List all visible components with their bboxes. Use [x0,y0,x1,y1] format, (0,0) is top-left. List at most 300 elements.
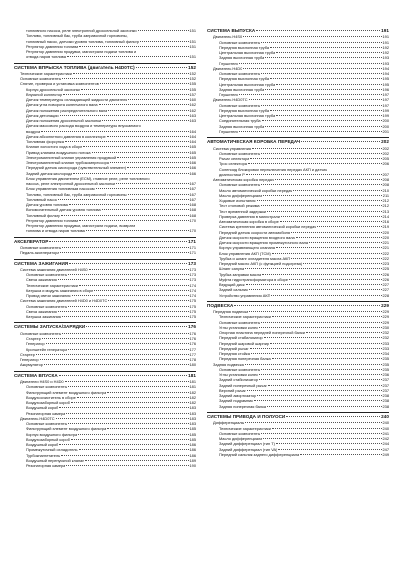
leader-dots [262,120,382,121]
entry-page-number: 174 [189,287,196,293]
leader-dots [66,413,188,414]
toc-entry [14,54,196,59]
entry-page-number: 229 [382,319,389,325]
entry-page-number: 230 [382,324,389,330]
entry-page-number: 208 [382,182,389,188]
leader-dots [78,434,188,435]
leader-dots [49,241,187,242]
leader-dots [62,316,189,317]
entry-page-number: 165 [189,149,196,155]
entry-title: Датчик массового расхода воздуха и температуры впускаемого [26,123,141,129]
entry-page-number: 219 [382,224,389,230]
leader-dots [79,285,189,286]
leader-dots [276,115,381,116]
entry-page-number: 175 [189,298,196,304]
leader-dots [249,311,381,312]
entry-title: Регулятор давления продувки, магистрали подачи, возврата [26,223,136,229]
entry-page-number: 175 [189,308,196,314]
leader-dots [117,157,188,158]
entry-title: Углы установки колес [219,372,259,378]
leader-dots [68,274,188,275]
entry-title: Стартер [20,351,35,357]
entry-title: Передняя выхлопная труба [219,107,270,113]
entry-title: Регулятор давления топлива [26,43,79,49]
leader-dots [128,99,188,100]
entry-page-number: 181 [189,379,196,385]
leader-dots [249,289,382,290]
entry-page-number: 166 [189,165,196,171]
leader-dots [94,290,188,291]
leader-dots [136,67,188,68]
leader-dots [248,163,382,164]
leader-dots [72,295,189,296]
leader-dots [245,364,382,365]
entry-page-number: 200 [382,123,389,129]
entry-page-number: 244 [382,441,389,447]
leader-dots [239,131,381,132]
entry-title: Задний амортизатор [219,393,257,399]
entry-page-number: 160 [189,97,196,103]
entry-title: Привод клапана воздушного потока [26,149,91,155]
entry-page-number: 186 [189,452,196,458]
entry-title: Воздухозаборный короб [26,436,70,442]
entry-title: воздуха [26,128,41,134]
leader-dots [259,379,382,380]
entry-page-number: 191 [382,34,389,40]
entry-page-number: 227 [382,282,389,288]
entry-title: Передняя подвеска [213,309,249,315]
entry-page-number: 237 [382,377,389,383]
leader-dots [259,374,381,375]
entry-title: Основные компоненты [219,366,261,372]
entry-page-number: 186 [189,442,196,448]
entry-title: Автоматическая коробка передач [213,177,274,183]
entry-title: Двигатель H4D0TC [20,415,55,421]
entry-title: Фильтрующий элемент воздушного фильтра [26,389,107,395]
entry-title: Дифференциалы [213,420,245,426]
leader-dots [36,354,189,355]
entry-title: Задний дифференциал (тип T) [219,441,275,447]
entry-page-number: 164 [189,133,196,139]
section-heading [207,412,389,420]
leader-dots [41,131,188,132]
leader-dots [289,279,382,280]
entry-page-number: 232 [382,335,389,341]
toc-entry [207,293,389,298]
entry-title: Передняя стойка [219,351,250,357]
entry-page-number: 237 [382,387,389,393]
entry-page-number: 168 [189,212,196,218]
entry-title: Генератор [20,357,39,363]
entry-page-number: 162 [189,107,196,113]
entry-title: Впускной коллектор [26,91,63,97]
entry-page-number: 171 [189,245,196,251]
entry-title: Центральная выхлопная труба [219,81,276,87]
entry-page-number: 194 [382,71,389,77]
leader-dots [261,42,381,43]
entry-title: Система крепления автоматической коробки передач [219,224,317,230]
leader-dots [99,104,189,105]
section-title: АВТОМАТИЧЕСКАЯ КОРОБКА ПЕРЕДАЧ [207,139,301,145]
leader-dots [272,358,382,359]
entry-page-number: 235 [382,361,389,367]
entry-page-number: 183 [189,405,196,411]
leader-dots [102,120,188,121]
entry-page-number: 233 [382,345,389,351]
entry-page-number: 192 [382,44,389,50]
leader-dots [300,454,381,455]
leader-dots [281,216,382,217]
leader-dots [79,449,189,450]
entry-page-number: 167 [189,186,196,192]
entry-page-number: 197 [382,102,389,108]
leader-dots [286,416,380,417]
leader-dots [239,94,381,95]
leader-dots [69,263,187,264]
leader-dots [291,258,381,259]
entry-page-number: 237 [382,382,389,388]
entry-title: Топливо, топливный бак, труба заправочной горловины [26,191,127,197]
leader-dots [264,337,382,338]
entry-title: Основные компоненты [219,150,261,156]
entry-title: Основные компоненты [20,330,62,336]
leader-dots [71,439,189,440]
leader-dots [280,221,382,222]
entry-page-number: 194 [382,65,389,71]
entry-title: Передний стабилизатор [219,335,263,341]
leader-dots [127,167,188,168]
entry-page-number: 208 [382,177,389,183]
leader-dots [270,78,381,79]
entry-title: Кронштейн генератора [26,346,68,352]
leader-dots [83,146,188,147]
leader-dots [66,465,188,466]
section-title: СИСТЕМА ВЫПУСКА [207,28,256,33]
leader-dots [276,247,382,248]
entry-page-number: 174 [189,282,196,288]
entry-title: Датчик положения дроссельной заслонки [26,118,102,124]
entry-title: Топливный фильтр [26,212,61,218]
entry-title: Шланг сапуна [219,266,245,272]
entry-page-number: 186 [189,447,196,453]
leader-dots [44,364,189,365]
entry-title: насоса, реле электронной дроссельной заслонки [26,181,116,187]
leader-dots [40,359,189,360]
leader-dots [140,41,188,42]
entry-title: Основные компоненты [219,319,261,325]
entry-page-number: 177 [189,351,196,357]
entry-title: Устройство управления АКП [219,292,271,298]
entry-page-number: 185 [189,431,196,437]
leader-dots [261,105,381,106]
leader-dots [257,395,381,396]
leader-dots [271,295,381,296]
entry-title: топливного насоса, реле электронной дроссельной заслонки [26,28,137,33]
toc-section [207,412,389,457]
toc-section [14,28,196,60]
entry-title: Масло дифференциала [219,436,263,442]
entry-page-number: 176 [189,330,196,336]
entry-page-number: 173 [189,266,196,272]
toc-section [207,28,389,134]
entry-page-number: 176 [189,341,196,347]
leader-dots [257,200,382,201]
leader-dots [60,252,188,253]
entry-page-number: 166 [189,160,196,166]
entry-page-number: 164 [189,139,196,145]
entry-page-number: 183 [189,410,196,416]
leader-dots [261,205,382,206]
entry-page-number: 170 [189,217,196,223]
entry-title: Резонаторная камера [26,410,66,416]
section-heading [207,301,389,309]
toc-section [207,301,389,409]
entry-page-number: 241 [382,430,389,436]
entry-page-number: 223 [382,261,389,267]
entry-title: Задний подрамник [219,398,253,404]
entry-title: Система зажигания двигателей H4D0 и H4D0TC [20,298,108,304]
entry-page-number: 182 [189,394,196,400]
leader-dots [89,269,189,270]
entry-page-number: 207 [382,171,389,177]
toc-entry [14,250,196,255]
entry-page-number: 163 [189,118,196,124]
entry-page-number: 220 [382,229,389,235]
leader-dots [73,173,188,174]
leader-dots [249,99,382,100]
entry-title: Тест временной задержки [219,208,267,214]
leader-dots [92,152,189,153]
entry-title: Задний поперечный рычаг [219,382,267,388]
leader-dots [96,188,189,189]
entry-title: Углы установки колес [219,324,259,330]
leader-dots [270,47,381,48]
entry-page-number: 222 [382,250,389,256]
leader-dots [262,274,381,275]
entry-title: Свеча зажигания [26,308,57,314]
right-column [207,28,389,459]
leader-dots [247,390,382,391]
leader-dots [250,158,381,159]
entry-page-number: 190 [189,463,196,469]
entry-page-number: 166 [189,170,196,176]
entry-page-number: 242 [382,436,389,442]
entry-page-number: 155 [189,81,196,87]
leader-dots [296,237,382,238]
entry-page-number: 214 [382,213,389,219]
section-title: СИСТЕМЫ ЗАПУСКА/ЗАРЯДКИ [14,324,86,330]
entry-page-number: 225 [382,266,389,272]
entry-title: Топливный насос [26,196,58,202]
entry-title: Свеча зажигания [26,277,57,283]
leader-dots [243,68,381,69]
entry-title: Фильтрующий элемент воздушного фильтра [26,426,107,432]
entry-title: Воздухоочиститель в сборе [26,394,76,400]
entry-page-number: 193 [382,60,389,66]
entry-page-number: 168 [189,207,196,213]
leader-dots [291,232,382,233]
left-column [14,28,196,470]
leader-dots [60,115,189,116]
entry-page-number: 200 [382,118,389,124]
entry-title: Передний датчик скорости автомобиля [219,229,290,235]
section-page-number: 229 [381,302,389,308]
leader-dots [107,392,188,393]
entry-title: Датчик уровня топлива [26,202,68,208]
leader-dots [293,190,381,191]
entry-title: Электромагнитный клапан управления продувкой [26,154,117,160]
entry-page-number: 178 [189,357,196,363]
leader-dots [276,443,382,444]
entry-page-number: 168 [189,202,196,208]
entry-page-number: 151 [189,28,196,33]
entry-title: Воздушный перепускной клапан [26,457,85,463]
leader-dots [69,204,189,205]
entry-page-number: 226 [382,271,389,277]
entry-page-number: 171 [189,250,196,256]
entry-page-number: 247 [382,446,389,452]
entry-title: Ведущий диск [219,282,245,288]
entry-title: Задняя выхлопная труба [219,86,265,92]
section-page-number: 176 [188,324,196,330]
leader-dots [267,211,381,212]
entry-page-number: 206 [382,161,389,167]
entry-title: отвода паров топлива [26,54,66,60]
section-page-number: 191 [381,28,389,33]
entry-title: Передний шаровой шарнир [219,340,270,346]
toc-entry [207,404,389,409]
entry-title: Задняя подвеска [213,361,244,367]
entry-title: Датчик детонации [26,112,59,118]
leader-dots [261,322,381,323]
toc-section [14,322,196,367]
entry-title: Передняя выхлопная труба [219,44,270,50]
leader-dots [67,56,189,57]
entry-title: Вспомогательный датчик уровня топлива [26,207,101,213]
leader-dots [259,327,381,328]
leader-dots [46,343,189,344]
entry-page-number: 222 [382,255,389,261]
entry-title: Регулятор давления топлива [26,217,79,223]
leader-dots [270,343,381,344]
leader-dots [107,428,188,429]
section-page-number: 240 [381,413,389,419]
entry-page-number: 155 [189,86,196,92]
section-title: АКСЕЛЕРАТОР [14,238,49,244]
entry-title: Турбокнагнетатель [26,452,61,458]
entry-page-number: 151 [189,54,196,60]
entry-title: Масло дифференциала [219,192,263,198]
entry-page-number: 165 [189,154,196,160]
entry-title: Основные компоненты [219,182,261,188]
entry-title: Задний сальник [219,287,248,293]
entry-title: Технические характеристики [20,70,72,76]
leader-dots [62,333,188,334]
entry-title: Воздушный короб [26,442,59,448]
leader-dots [256,30,380,31]
entry-page-number: 164 [189,128,196,134]
section-heading [14,259,196,267]
entry-page-number: 170 [189,228,196,234]
leader-dots [107,136,189,137]
leader-dots [278,449,381,450]
entry-title: Технические характеристики [219,425,271,431]
leader-dots [58,279,189,280]
entry-title: Катушка зажигания [26,314,61,320]
section-page-number: 173 [188,260,196,266]
section-page-number: 171 [188,238,196,244]
entry-title: Система управления [213,145,251,151]
entry-title: Снятие, проверка и установка компонентов [20,81,99,87]
entry-title: Датчик скорости вращения входного вала [219,234,295,240]
leader-dots [110,162,189,163]
entry-title: Педаль акселератора [20,250,60,256]
leader-dots [252,148,382,149]
entry-title: Передний масло АКП (с функцией подогрева) [219,261,303,267]
leader-dots [61,215,188,216]
entry-page-number: 205 [382,156,389,162]
leader-dots [261,73,381,74]
entry-page-number: 167 [189,191,196,197]
leader-dots [71,402,189,403]
entry-page-number: 152 [189,70,196,76]
leader-dots [303,263,381,264]
entry-title: Задняя выхлопная труба [219,123,265,129]
toc-section [14,371,196,469]
entry-page-number: 197 [382,97,389,103]
entry-page-number: 229 [382,314,389,320]
entry-title: Стартер [26,336,41,342]
leader-dots [68,349,188,350]
leader-dots [251,353,382,354]
section-title: ПОДВЕСКА [207,302,234,308]
leader-dots [116,183,188,184]
entry-title: диагностики P [219,171,245,177]
entry-page-number: 173 [189,272,196,278]
entry-page-number: 182 [189,389,196,395]
leader-dots [73,73,189,74]
section-title: СИСТЕМЫ ПРИВОДА И ПОЛУОСИ [207,413,286,419]
leader-dots [59,375,187,376]
leader-dots [267,406,381,407]
entry-page-number: 165 [189,144,196,150]
leader-dots [265,89,381,90]
entry-page-number: 197 [382,92,389,98]
entry-page-number: 157 [189,91,196,97]
entry-page-number: 199 [382,113,389,119]
entry-title: Передний датчик кислорода (чувствительный элемент) [26,165,127,171]
entry-page-number: 162 [189,102,196,108]
entry-page-number: 238 [382,393,389,399]
toc-section [207,137,389,298]
entry-title: Генератор [26,341,45,347]
entry-title: Блок управления двигателем (ECM), главное реле, реле топливного [26,175,150,181]
leader-dots [275,179,382,180]
entry-title: Двигатель H4D0 [213,65,243,71]
entry-title: Датчик положения распределительного вала [26,107,108,113]
leader-dots [63,94,188,95]
leader-dots [272,253,382,254]
entry-page-number: 236 [382,372,389,378]
leader-dots [246,174,382,175]
leader-dots [261,433,381,434]
entry-page-number: 191 [382,39,389,45]
toc-entry [14,463,196,468]
leader-dots [86,326,187,327]
entry-title: Трос селектора [219,161,247,167]
entry-title: Соленоид блокировки переключения передач АКП и датчик [219,166,328,172]
leader-dots [58,199,188,200]
